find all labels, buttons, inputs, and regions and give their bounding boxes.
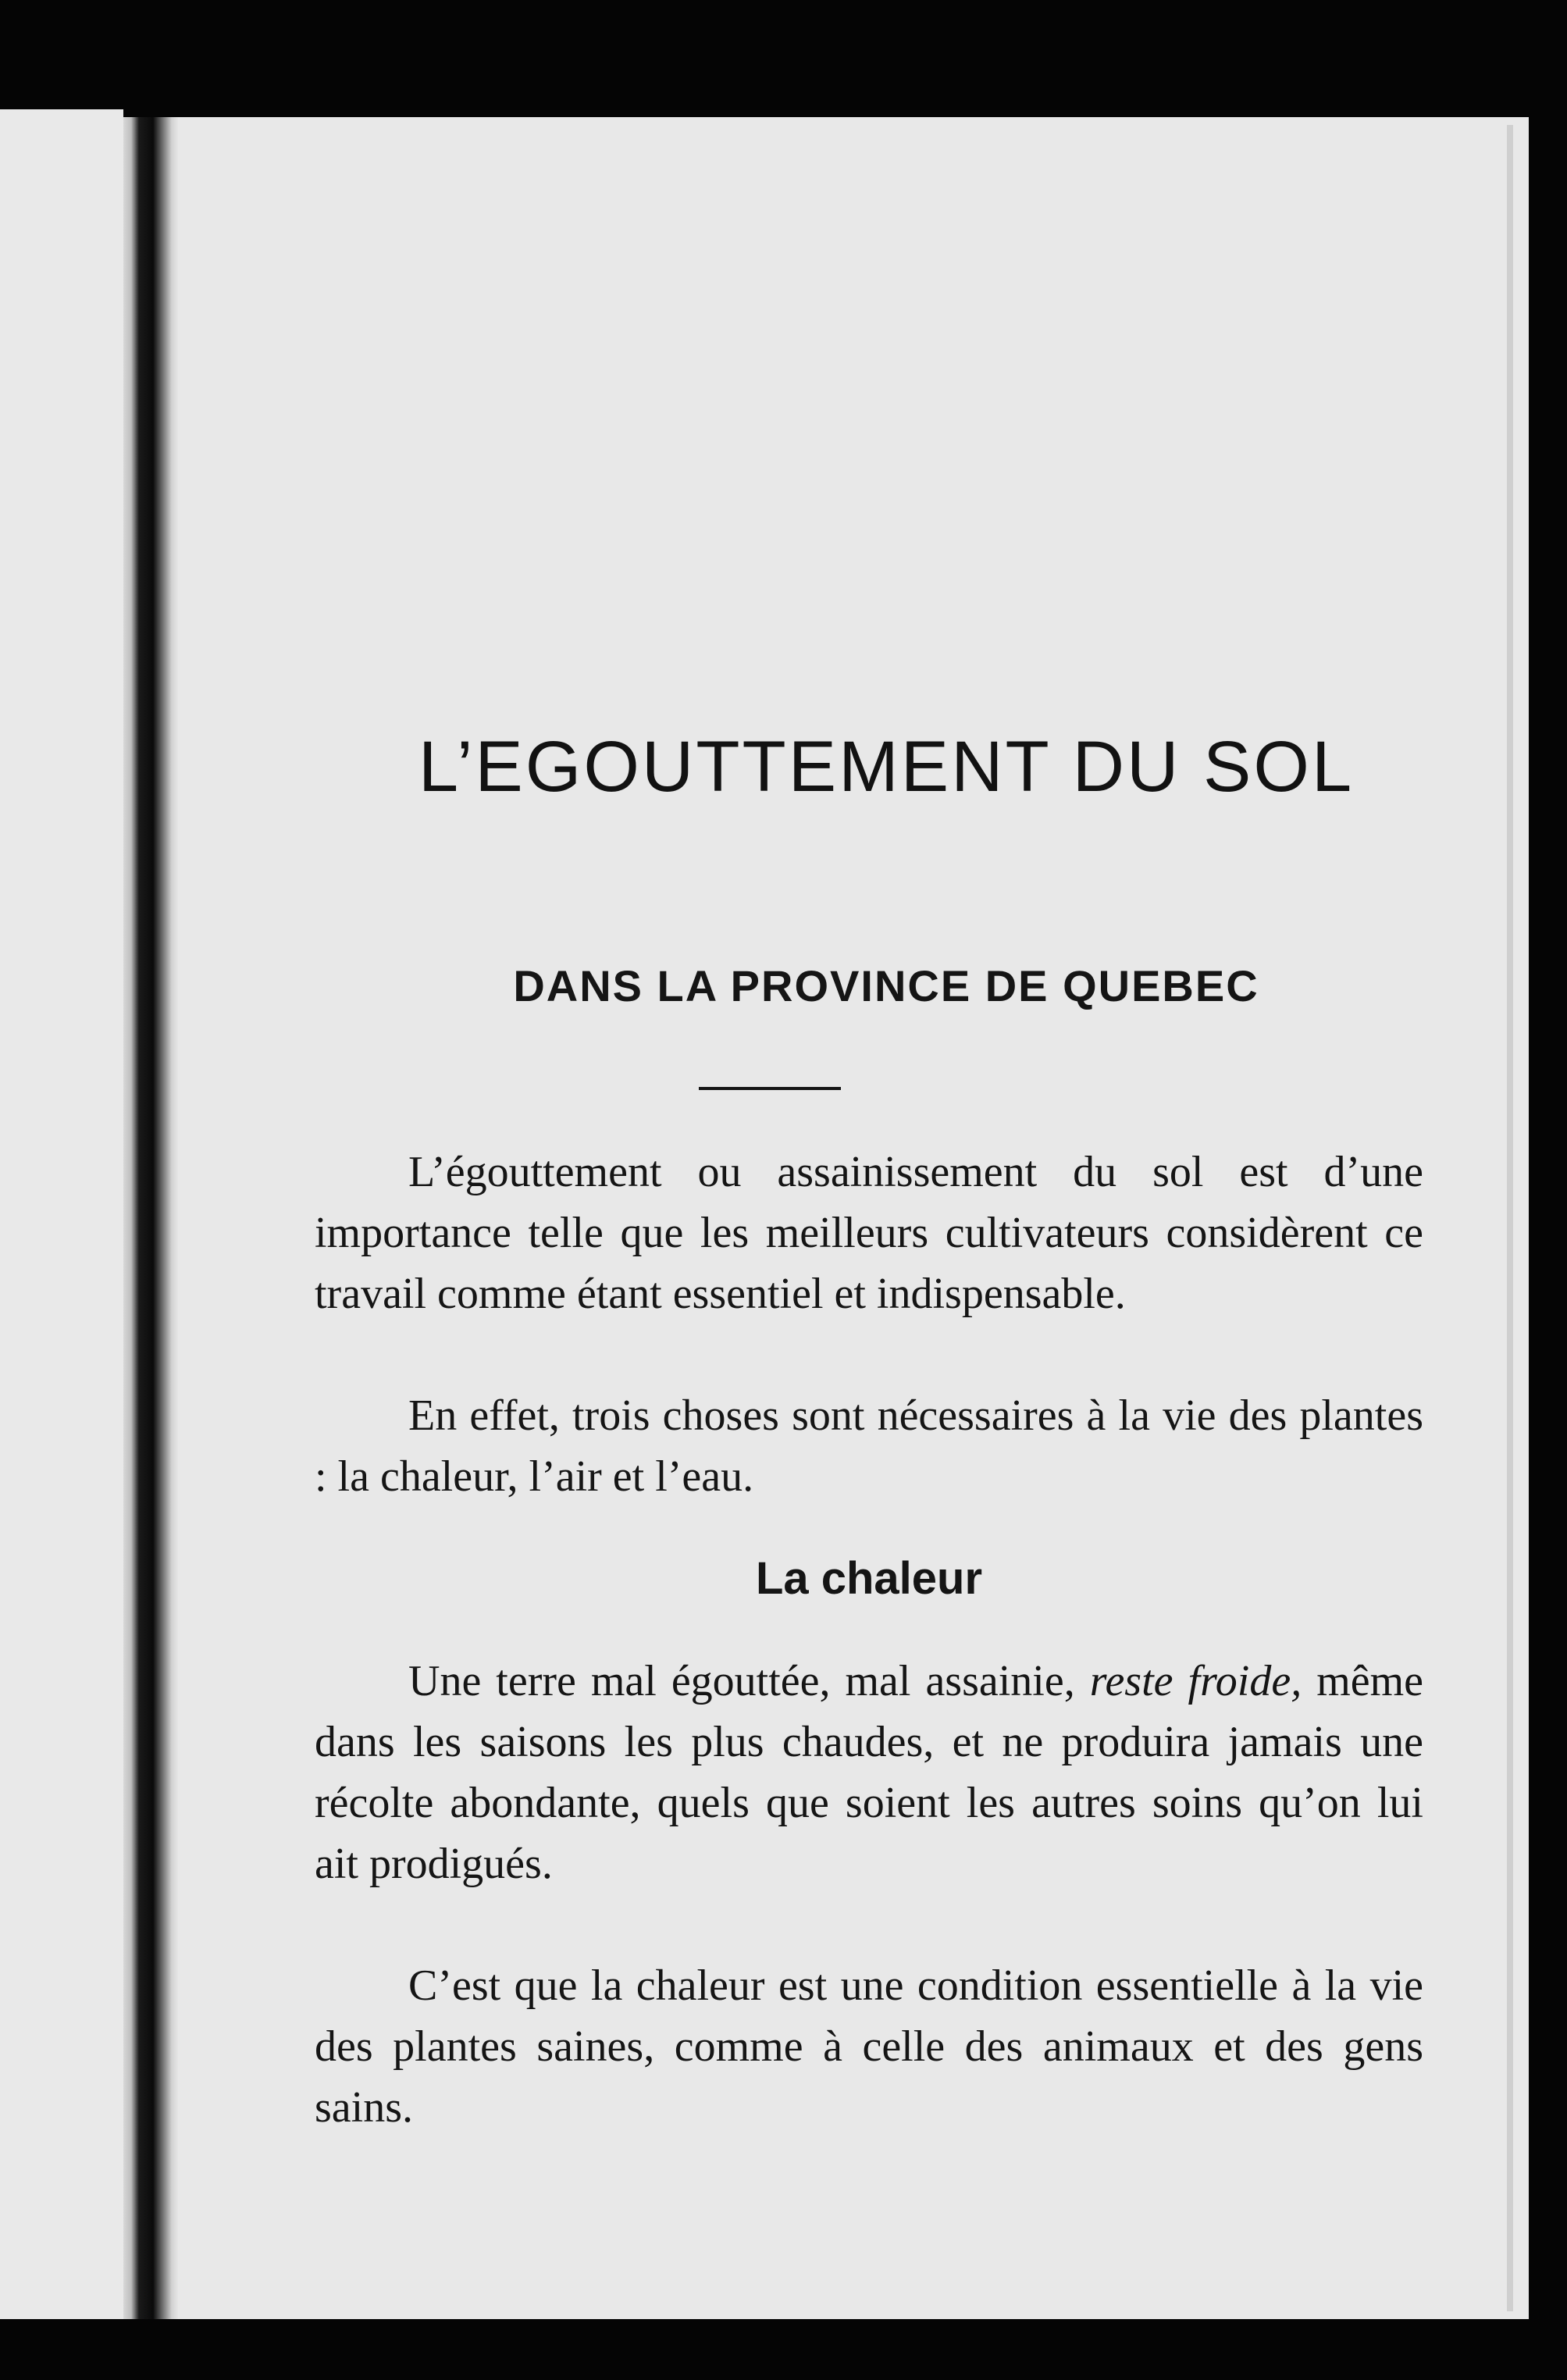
page-subtitle: DANS LA PROVINCE DE QUEBEC: [513, 961, 1259, 1010]
paragraph-4-text: C’est que la chaleur est une condition essentielle à la vie des plantes saines, comme à celle des animaux et des gens sains.: [315, 1961, 1423, 2132]
paragraph-intro: [315, 1142, 1423, 1324]
paragraph-heat-condition: [315, 1955, 1423, 2138]
paragraph-three-things: [315, 1385, 1423, 1507]
document-page: [178, 117, 1529, 2319]
book-gutter: [123, 117, 178, 2319]
paragraph-3-emphasis: reste froide,: [1089, 1657, 1302, 1705]
title-divider: [699, 1087, 841, 1090]
paragraph-1-text: L’égouttement ou assainissement du sol est d’une importance telle que les meilleurs cultivateurs considèrent ce travail comme étant essentiel et indispensable.: [315, 1148, 1423, 1318]
page-title: L’EGOUTTEMENT DU SOL: [418, 727, 1355, 807]
paragraph-3-rest: même dans les saisons les plus chaudes, et ne produira jamais une récolte abondante, quels que soient les autres soins qu’on lui ait prodigués.: [315, 1657, 1424, 1888]
page-edge: [1507, 125, 1513, 2311]
paragraph-cold-soil: [315, 1651, 1423, 1894]
paragraph-3-start: Une terre mal égouttée, mal assainie,: [408, 1657, 1075, 1705]
left-page-margin: [0, 109, 123, 2319]
paragraph-2-text: En effet, trois choses sont nécessaires à la vie des plantes : la chaleur, l’air et l’eau.: [315, 1391, 1423, 1501]
section-heading: La chaleur: [755, 1553, 983, 1604]
